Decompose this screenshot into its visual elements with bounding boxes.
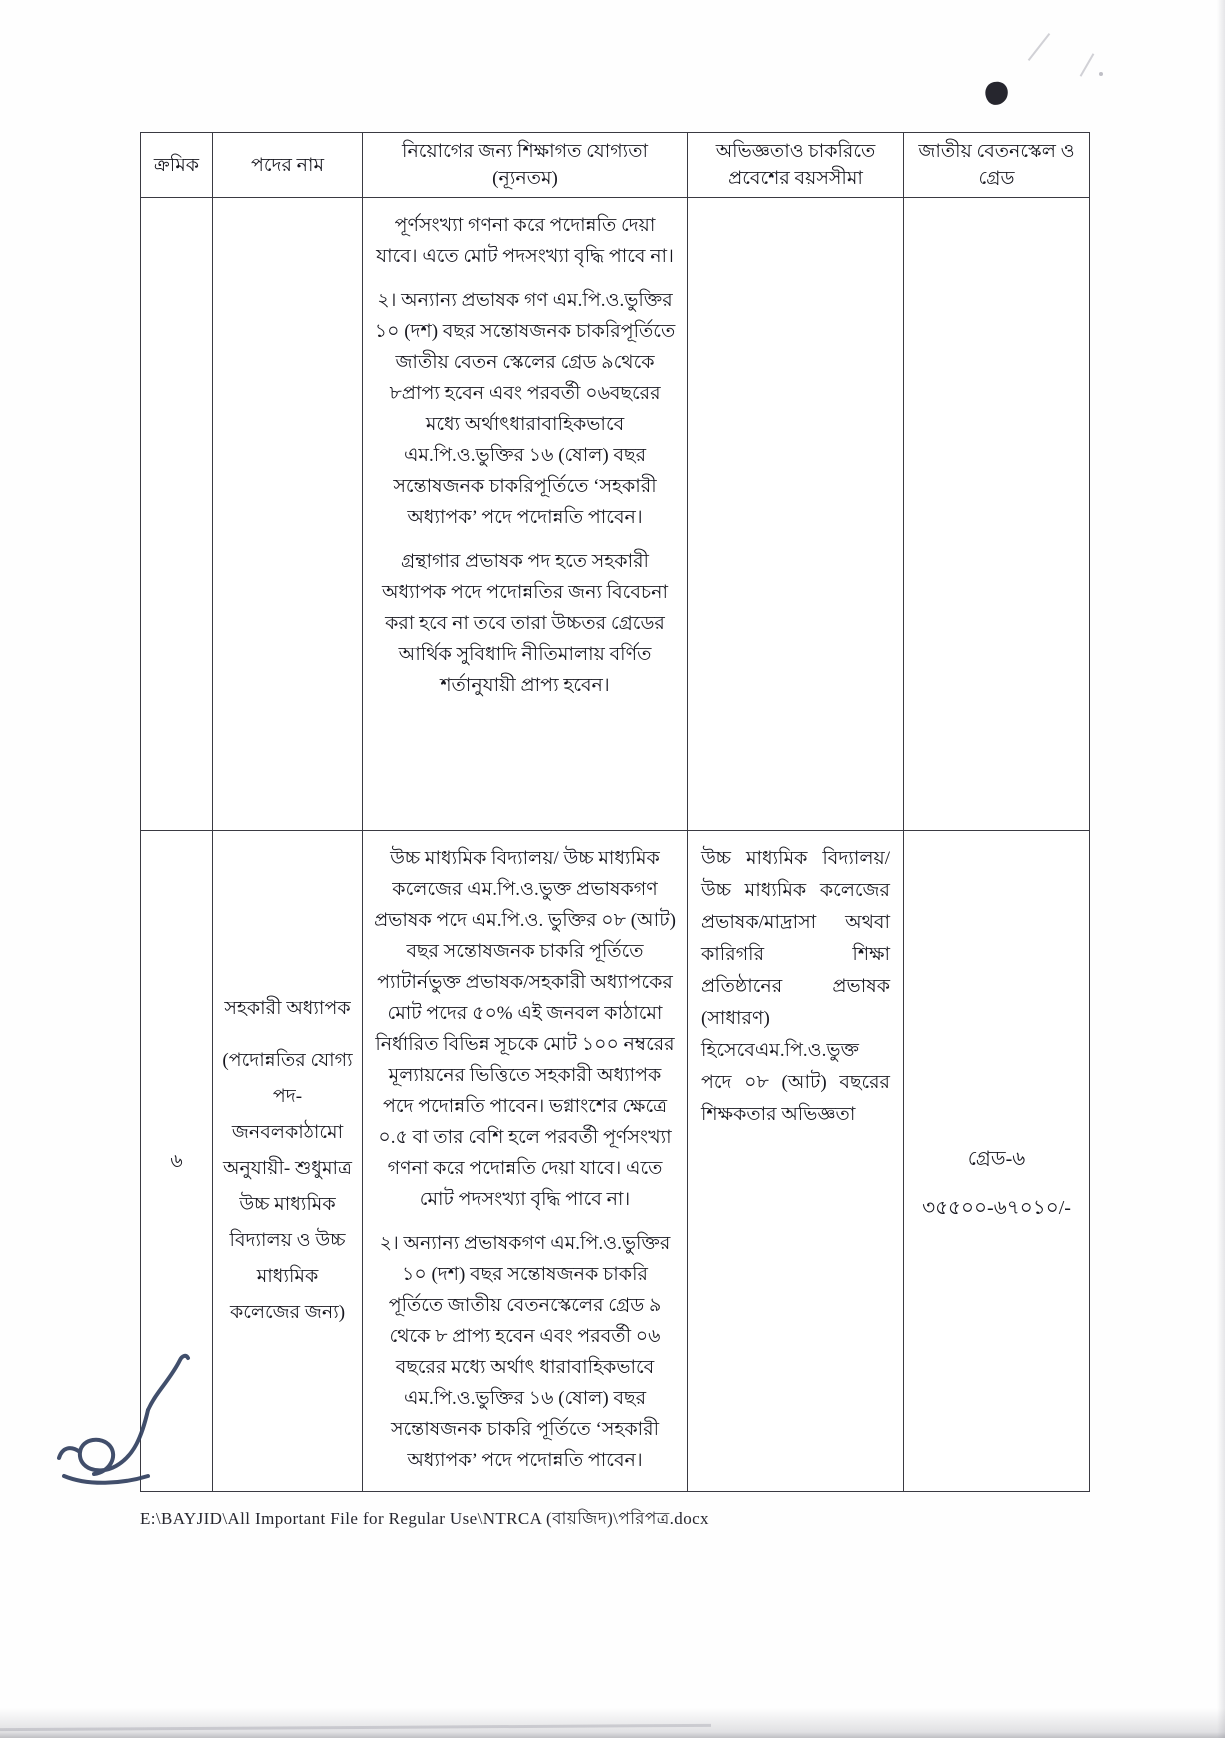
header-serial: ক্রমিক <box>141 133 213 198</box>
row6-pay-scale-cell <box>904 831 1089 1491</box>
scan-speck <box>1099 72 1103 76</box>
post-name-note: (পদোন্নতির যোগ্য পদ- জনবলকাঠামো অনুযায়ী- শুধুমাত্র উচ্চ মাধ্যমিক বিদ্যালয় ও উচ্চ মাধ্যমিক কলেজের জন্য) <box>222 1050 353 1323</box>
continuation-serial-cell <box>141 198 213 831</box>
row6-qualification-cell <box>363 831 688 1491</box>
qualification-paragraph: পূর্ণসংখ্যা গণনা করে পদোন্নতি দেয়া যাবে। এতে মোট পদসংখ্যা বৃদ্ধি পাবে না। <box>376 215 674 267</box>
handwritten-signature <box>52 1348 212 1503</box>
scan-scratch <box>1080 53 1095 77</box>
file-path-footer: E:\BAYJID\All Important File for Regular Use\NTRCA (বায়জিদ)\পরিপত্র.docx <box>140 1509 709 1528</box>
continuation-pay-scale-cell <box>904 198 1089 831</box>
row6-experience-cell <box>688 831 904 1491</box>
continuation-qualification-cell <box>363 198 688 831</box>
header-experience: অভিজ্ঞতাও চাকরিতে প্রবেশের বয়সসীমা <box>688 133 904 198</box>
qualification-paragraph: উচ্চ মাধ্যমিক বিদ্যালয়/ উচ্চ মাধ্যমিক কলেজের এম.পি.ও.ভুক্ত প্রভাষকগণ প্রভাষক পদে এম.পি.ও. ভুক্তির ০৮ (আট) বছর সন্তোষজনক চাকরি পূর্তিতে প্যাটার্নভুক্ত প্রভাষক/সহকারী অধ্যাপকের মোট পদের ৫০% এই জনবল কাঠামো নির্ধারিত বিভিন্ন সূচকে মোট ১০০ নম্বরের মূল্যায়নের ভিত্তিতে সহকারী অধ্যাপক পদে পদোন্নতি পাবেন। ভগ্নাংশের ক্ষেত্রে ০.৫ বা তার বেশি হলে পরবর্তী পূর্ণসংখ্যা গণনা করে পদোন্নতি দেয়া যাবে। এতে মোট পদসংখ্যা বৃদ্ধি পাবে না। <box>374 848 676 1210</box>
recruitment-table <box>140 132 1090 1492</box>
pay-scale-amount: ৩৫৫০০-৬৭০১০/- <box>922 1197 1071 1219</box>
continuation-post-name-cell <box>213 198 363 831</box>
qualification-paragraph: ২। অন্যান্য প্রভাষকগণ এম.পি.ও.ভুক্তির ১০ (দশ) বছর সন্তোষজনক চাকরি পূর্তিতে জাতীয় বেতনস্কেলের গ্রেড ৯ থেকে ৮ প্রাপ্য হবেন এবং পরবর্তী ০৬ বছরের মধ্যে অর্থাৎ ধারাবাহিকভাবে এম.পি.ও.ভুক্তির ১৬ (ষোল) বছর সন্তোষজনক চাকরি পূর্তিতে ‘সহকারী অধ্যাপক’ পদে পদোন্নতি পাবেন। <box>379 1233 671 1471</box>
scan-right-edge <box>1217 0 1225 1738</box>
scan-artifact-blob <box>984 80 1010 108</box>
serial-number: ৬ <box>170 1150 183 1172</box>
row6-post-name-cell <box>213 831 363 1491</box>
post-name-title: সহকারী অধ্যাপক <box>224 998 351 1019</box>
experience-text: উচ্চ মাধ্যমিক বিদ্যালয়/উচ্চ মাধ্যমিক কলেজের প্রভাষক/মাদ্রাসা অথবা কারিগরি শিক্ষা প্রতিষ্ঠানের প্রভাষক (সাধারণ) হিসেবেএম.পি.ও.ভুক্ত পদে ০৮ (আট) বছরের শিক্ষকতার অভিজ্ঞতা <box>701 848 890 1125</box>
header-pay-scale: জাতীয় বেতনস্কেল ও গ্রেড <box>904 133 1089 198</box>
scan-scratch <box>1028 33 1051 61</box>
scan-bottom-edge <box>0 1708 1225 1738</box>
header-qualification: নিয়োগের জন্য শিক্ষাগত যোগ্যতা (ন্যূনতম) <box>363 133 688 198</box>
continuation-experience-cell <box>688 198 904 831</box>
grade-label: গ্রেড-৬ <box>967 1148 1026 1170</box>
qualification-paragraph: ২। অন্যান্য প্রভাষক গণ এম.পি.ও.ভুক্তির ১০ (দশ) বছর সন্তোষজনক চাকরিপূর্তিতে জাতীয় বেতন স্কেলের গ্রেড ৯থেকে ৮প্রাপ্য হবেন এবং পরবর্তী ০৬বছরের মধ্যে অর্থাৎধারাবাহিকভাবে এম.পি.ও.ভুক্তির ১৬ (ষোল) বছর সন্তোষজনক চাকরিপূর্তিতে ‘সহকারী অধ্যাপক’ পদে পদোন্নতি পাবেন। <box>374 290 676 528</box>
qualification-paragraph: গ্রন্থাগার প্রভাষক পদ হতে সহকারী অধ্যাপক পদে পদোন্নতির জন্য বিবেচনা করা হবে না তবে তারা উচ্চতর গ্রেডের আর্থিক সুবিধাদি নীতিমালায় বর্ণিত শর্তানুযায়ী প্রাপ্য হবেন। <box>381 551 668 696</box>
header-post-name: পদের নাম <box>213 133 363 198</box>
